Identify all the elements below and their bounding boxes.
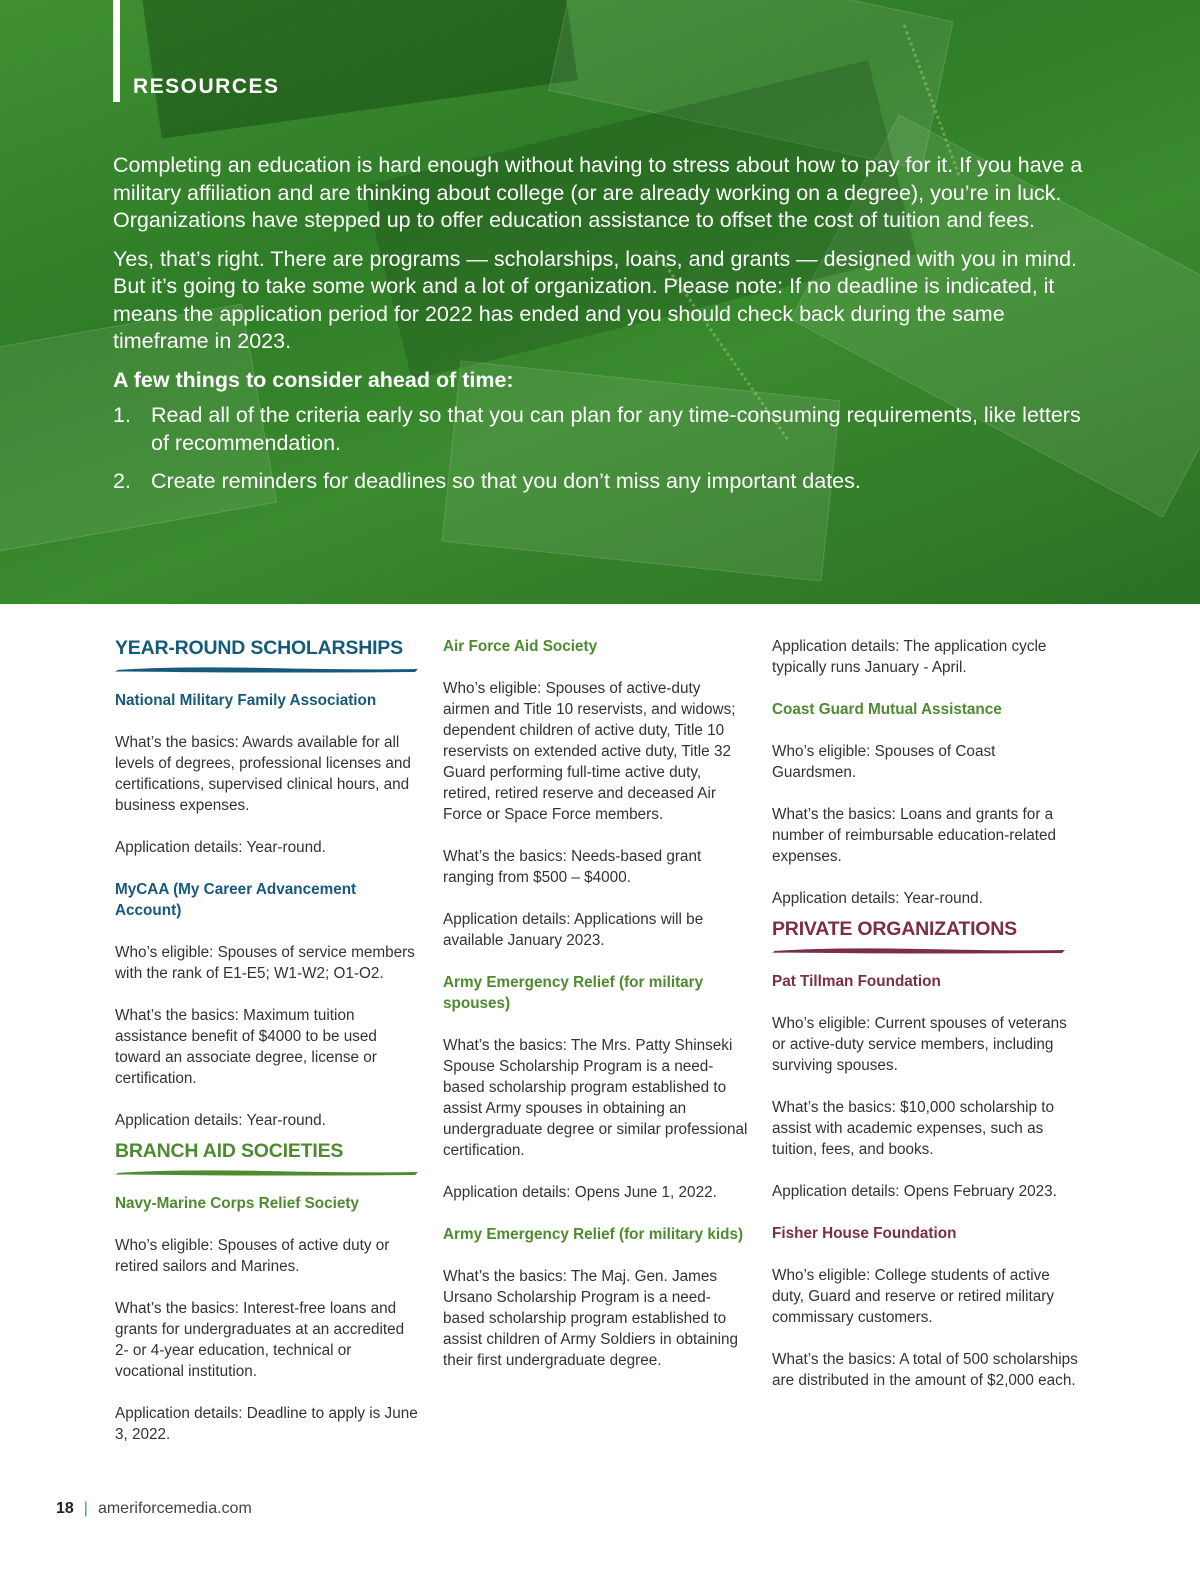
org-application: Application details: Opens February 2023. (772, 1183, 1057, 1200)
page-footer (56, 1500, 252, 1518)
org-name: Navy-Marine Corps Relief Society (115, 1195, 359, 1212)
org-application: Application details: Year-round. (772, 890, 983, 907)
brush-underline (115, 664, 420, 674)
org-eligible: Who’s eligible: Spouses of active-duty airmen and Title 10 reservists, and widows; dependent children of active duty, Title 10 reservists on extended active duty, Title 32 Guard performing full-time active duty, retired, retired reserve and deceased Air Force or Space Force members. (443, 680, 736, 823)
hero-banner (0, 0, 1200, 604)
org-eligible: Who’s eligible: Spouses of service members with the rank of E1-E5; W1-W2; O1-O2. (115, 944, 415, 982)
intro-paragraph: Completing an education is hard enough without having to stress about how to pay for it. If you have a military affiliation and are thinking about college (or are already working on a degree), you’re in luck. Organizations have stepped up to offer education assistance to offset the cost of tuition and fees. (113, 153, 1083, 232)
brush-underline (772, 945, 1082, 955)
section-label: RESOURCES (133, 75, 280, 98)
section-heading: BRANCH AID SOCIETIES (115, 1140, 344, 1162)
tip-item (113, 468, 1093, 496)
tip-number: 1. (113, 403, 131, 427)
org-application: Application details: Applications will be available January 2023. (443, 911, 704, 949)
org-application: Application details: Year-round. (115, 839, 326, 856)
brush-underline (115, 1167, 420, 1177)
tips-list (113, 402, 1093, 496)
org-basics: What’s the basics: Loans and grants for a number of reimbursable education-related expenses. (772, 806, 1057, 865)
org-application: Application details: Year-round. (115, 1112, 326, 1129)
section-heading: PRIVATE ORGANIZATIONS (772, 918, 1017, 940)
tips-lead: A few things to consider ahead of time: (113, 367, 514, 392)
org-eligible: Who’s eligible: College students of active duty, Guard and reserve or retired military commissary customers. (772, 1267, 1054, 1326)
org-name: Air Force Aid Society (443, 638, 598, 655)
org-basics: What’s the basics: $10,000 scholarship to assist with academic expenses, such as tuition, fees, and books. (772, 1099, 1055, 1158)
org-name: National Military Family Association (115, 692, 377, 709)
tip-text: Read all of the criteria early so that you can plan for any time-consuming requirements, like letters of recommendation. (151, 403, 1081, 455)
org-eligible: Who’s eligible: Spouses of active duty or retired sailors and Marines. (115, 1237, 390, 1275)
org-application: Application details: Deadline to apply is June 3, 2022. (115, 1405, 418, 1443)
accent-bar (113, 0, 120, 102)
background-shadow (142, 0, 577, 139)
tip-text: Create reminders for deadlines so that you don’t miss any important dates. (151, 469, 861, 493)
org-basics: What’s the basics: Interest-free loans and grants for undergraduates at an accredited 2- or 4-year education, technical or vocational institution. (115, 1300, 405, 1380)
org-application: Application details: The application cycle typically runs January - April. (772, 638, 1047, 676)
org-basics: What’s the basics: A total of 500 scholarships are distributed in the amount of $2,000 each. (772, 1351, 1078, 1389)
org-basics: What’s the basics: Maximum tuition assistance benefit of $4000 to be used toward an associate degree, license or certification. (115, 1007, 377, 1087)
column-3 (772, 636, 1082, 1412)
org-application: Application details: Opens June 1, 2022. (443, 1184, 717, 1201)
column-2 (443, 636, 748, 1392)
column-1 (115, 636, 420, 1466)
page-number: 18 (56, 1500, 74, 1517)
org-name: Army Emergency Relief (for military kids) (443, 1226, 744, 1243)
footer-separator: | (83, 1500, 88, 1517)
intro-paragraph: Yes, that’s right. There are programs — scholarships, loans, and grants — designed with you in mind. But it’s going to take some work and a lot of organization. Please note: If no deadline is indicated, it means the application period for 2022 has ended and you should check back during the same timeframe in 2023. (113, 246, 1078, 353)
org-basics: What’s the basics: The Mrs. Patty Shinseki Spouse Scholarship Program is a need-based scholarship program established to assist Army spouses in obtaining an undergraduate degree or similar professional certification. (443, 1037, 748, 1159)
org-eligible: Who’s eligible: Current spouses of veterans or active-duty service members, including surviving spouses. (772, 1015, 1067, 1074)
tip-number: 2. (113, 469, 131, 493)
footer-site-link[interactable]: ameriforcemedia.com (97, 1500, 252, 1517)
org-name: Fisher House Foundation (772, 1225, 957, 1242)
org-eligible: Who’s eligible: Spouses of Coast Guardsmen. (772, 743, 996, 781)
org-name: MyCAA (My Career Advancement Account) (115, 881, 357, 919)
section-heading: YEAR-ROUND SCHOLARSHIPS (115, 637, 403, 659)
org-basics: What’s the basics: Needs-based grant ranging from $500 – $4000. (443, 848, 702, 886)
org-basics: What’s the basics: The Maj. Gen. James Ursano Scholarship Program is a need-based scholarship program established to assist children of Army Soldiers in obtaining their first undergraduate degree. (443, 1268, 739, 1369)
org-name: Pat Tillman Foundation (772, 973, 941, 990)
org-basics: What’s the basics: Awards available for all levels of degrees, professional licenses and certifications, supervised clinical hours, and business expenses. (115, 734, 411, 814)
org-name: Coast Guard Mutual Assistance (772, 701, 1002, 718)
tip-item (113, 402, 1093, 457)
org-name: Army Emergency Relief (for military spouses) (443, 974, 704, 1012)
intro-text (113, 152, 1093, 507)
